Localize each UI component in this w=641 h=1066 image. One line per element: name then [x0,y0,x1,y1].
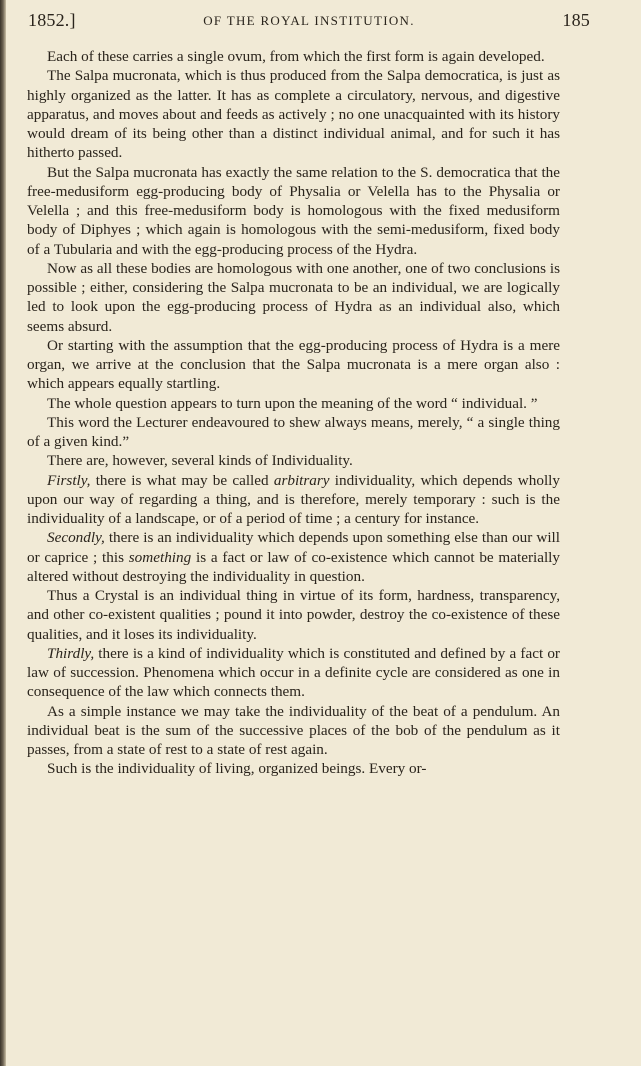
paragraph-text: there is what may be called [90,471,274,489]
paragraph-thirdly [27,644,560,702]
paragraph: Now as all these bodies are homologous with one another, one of two conclusions is possible ; either, considering the Salpa mucronata to be an individual, we are logically led to look upon the egg-producing process of Hydra as an individual also, which seems absurd. [27,259,560,335]
header-running-title: OF THE ROYAL INSTITUTION. [203,13,415,28]
paragraph-lead: Secondly, [47,529,105,547]
paragraph-text: there is a kind of individuality which is constituted and defined by a fact or law of succession. Phenomena which occur in a definite cycle are considered as one in consequence of the law which connects them. [27,644,560,701]
paragraph: Or starting with the assumption that the egg-producing process of Hydra is a mere organ, we arrive at the conclusion that the Salpa mucronata is a mere organ also : which appears equally startling. [27,336,560,393]
page-binding-edge [0,0,6,1066]
paragraph: Thus a Crystal is an individual thing in virtue of its form, hardness, transparency, and other co-existent qualities ; pound it into powder, destroy the co-existence of these qualities, and it loses its individuality. [27,587,560,643]
paragraph: Each of these carries a single ovum, from which the first form is again developed. [47,48,545,65]
paragraph-text: there is an individuality which depends upon something else than our will or caprice ; this [27,529,560,566]
paragraph-text: is a fact or law of co-existence which cannot be materially altered without destroying the individuality in question. [27,548,560,585]
paragraph: This word the Lecturer endeavoured to shew always means, merely, “ a single thing of a given kind.” [27,413,560,450]
paragraph: The whole question appears to turn upon the meaning of the word “ individual. ” [47,394,538,412]
paragraph: The Salpa mucronata, which is thus produced from the Salpa democratica, is just as highly organized as the latter. It has as complete a circulatory, nervous, and digestive apparatus, and moves about and feeds as actively ; no one unacquainted with its history would dream of its being other than a distinct individual animal, and for such it has hitherto passed. [27,67,560,162]
paragraph-secondly [27,528,560,586]
paragraph-firstly [27,471,560,529]
paragraph-lead: Thirdly, [47,644,95,662]
emphasized-term: arbitrary [273,471,330,489]
body-text [27,47,560,779]
header-page-number: 185 [562,10,590,30]
emphasized-term: something [128,548,192,566]
paragraph: But the Salpa mucronata has exactly the same relation to the S. democratica that the free-medusiform egg-producing body of Physalia or Velella has to the Physalia or Velella ; and this free-medusiform body is homologous with the fixed medusiform body of Diphyes ; which again is homologous with the semi-medusiform, fixed body of a Tubularia and with the egg-producing process of the Hydra. [27,163,560,258]
paragraph: Such is the individuality of living, organized beings. Every or- [47,760,427,778]
paragraph-lead: Firstly, [47,471,91,489]
running-header [28,8,590,34]
paragraph: As a simple instance we may take the individuality of the beat of a pendulum. An individual beat is the sum of the successive places of the bob of the pendulum as it passes, from a state of rest to a state of rest again. [27,702,560,758]
header-year: 1852.] [28,10,76,30]
paragraph-text: individuality, which depends wholly upon our way of regarding a thing, and is therefore, merely temporary : such is the individuality of a landscape, or of a period of time ; a century for instance. [27,471,560,527]
paragraph: There are, however, several kinds of Individuality. [47,452,353,470]
